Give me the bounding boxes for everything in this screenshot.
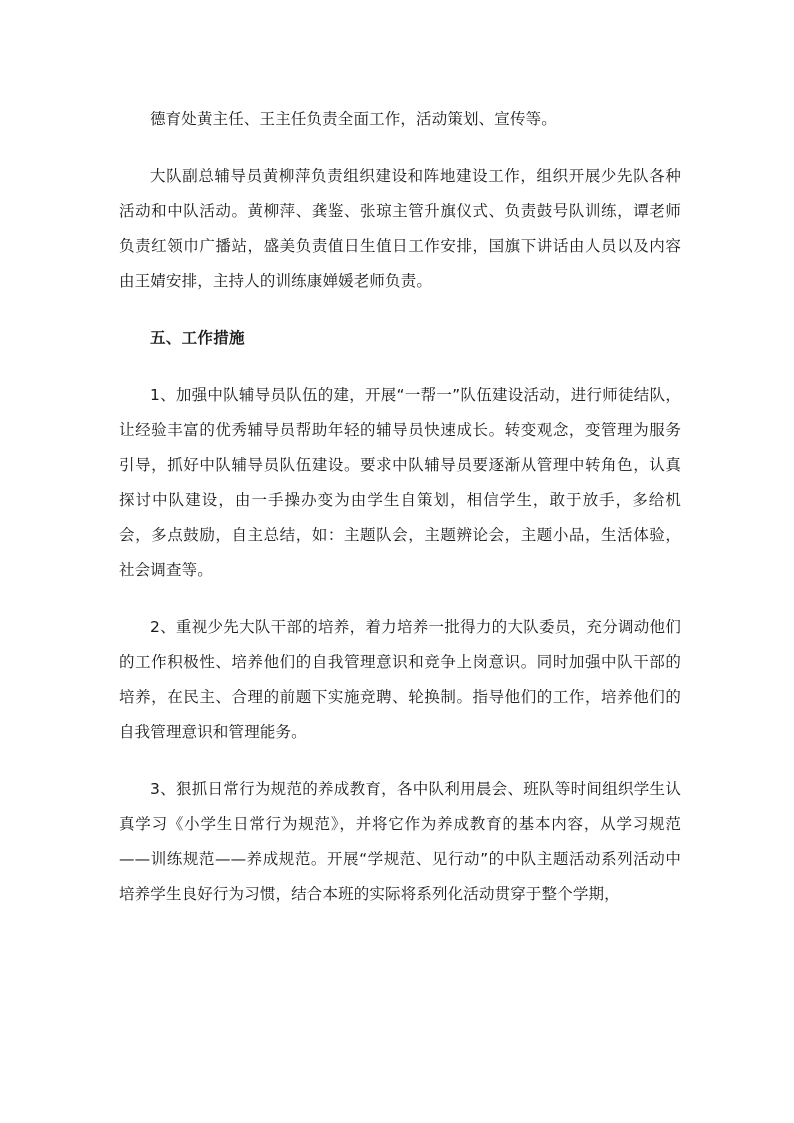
section-heading: 五、工作措施 bbox=[150, 329, 245, 347]
paragraph-spacer bbox=[119, 137, 681, 159]
paragraph-spacer bbox=[119, 299, 681, 321]
measure-item-1: 1、加强中队辅导员队伍的建，开展“一帮一”队伍建设活动，进行师徒结队，让经验丰富的优秀辅导员帮助年轻的辅导员快速成长。转变观念，变管理为服务引导，抓好中队辅导员队伍建设。要求中队辅导员要逐渐从管理中转角色，认真探讨中队建设，由一手操办变为由学生自策划，相信学生，敢于放手，多给机会，多点鼓励，自主总结，如：主题队会，主题辨论会，主题小品，生活体验，社会调查等。 bbox=[119, 386, 681, 579]
document-body bbox=[119, 102, 681, 912]
paragraph-team-duties: 大队副总辅导员黄柳萍负责组织建设和阵地建设工作，组织开展少先队各种活动和中队活动。黄柳萍、龚鉴、张琼主管升旗仪式、负责鼓号队训练，谭老师负责红领巾广播站，盛美负责值日生值日工作安排，国旗下讲话由人员以及内容由王婧安排，主持人的训练康婵媛老师负责。 bbox=[119, 167, 681, 290]
paragraph-spacer bbox=[119, 750, 681, 772]
measure-item-3: 3、狠抓日常行为规范的养成教育，各中队利用晨会、班队等时间组织学生认真学习《小学生日常行为规范》，并将它作为养成教育的基本内容，从学习规范——训练规范——养成规范。开展“学规范、见行动”的中队主题活动系列活动中培养学生良好行为习惯，结合本班的实际将系列化活动贯穿于整个学期， bbox=[119, 780, 681, 903]
measure-item-2: 2、重视少先大队干部的培养，着力培养一批得力的大队委员，充分调动他们的工作积极性、培养他们的自我管理意识和竞争上岗意识。同时加强中队干部的培养，在民主、合理的前题下实施竞聘、轮换制。指导他们的工作，培养他们的自我管理意识和管理能务。 bbox=[119, 618, 681, 741]
paragraph-leadership: 德育处黄主任、王主任负责全面工作，活动策划、宣传等。 bbox=[150, 110, 557, 128]
paragraph-spacer bbox=[119, 356, 681, 378]
paragraph-spacer bbox=[119, 588, 681, 610]
